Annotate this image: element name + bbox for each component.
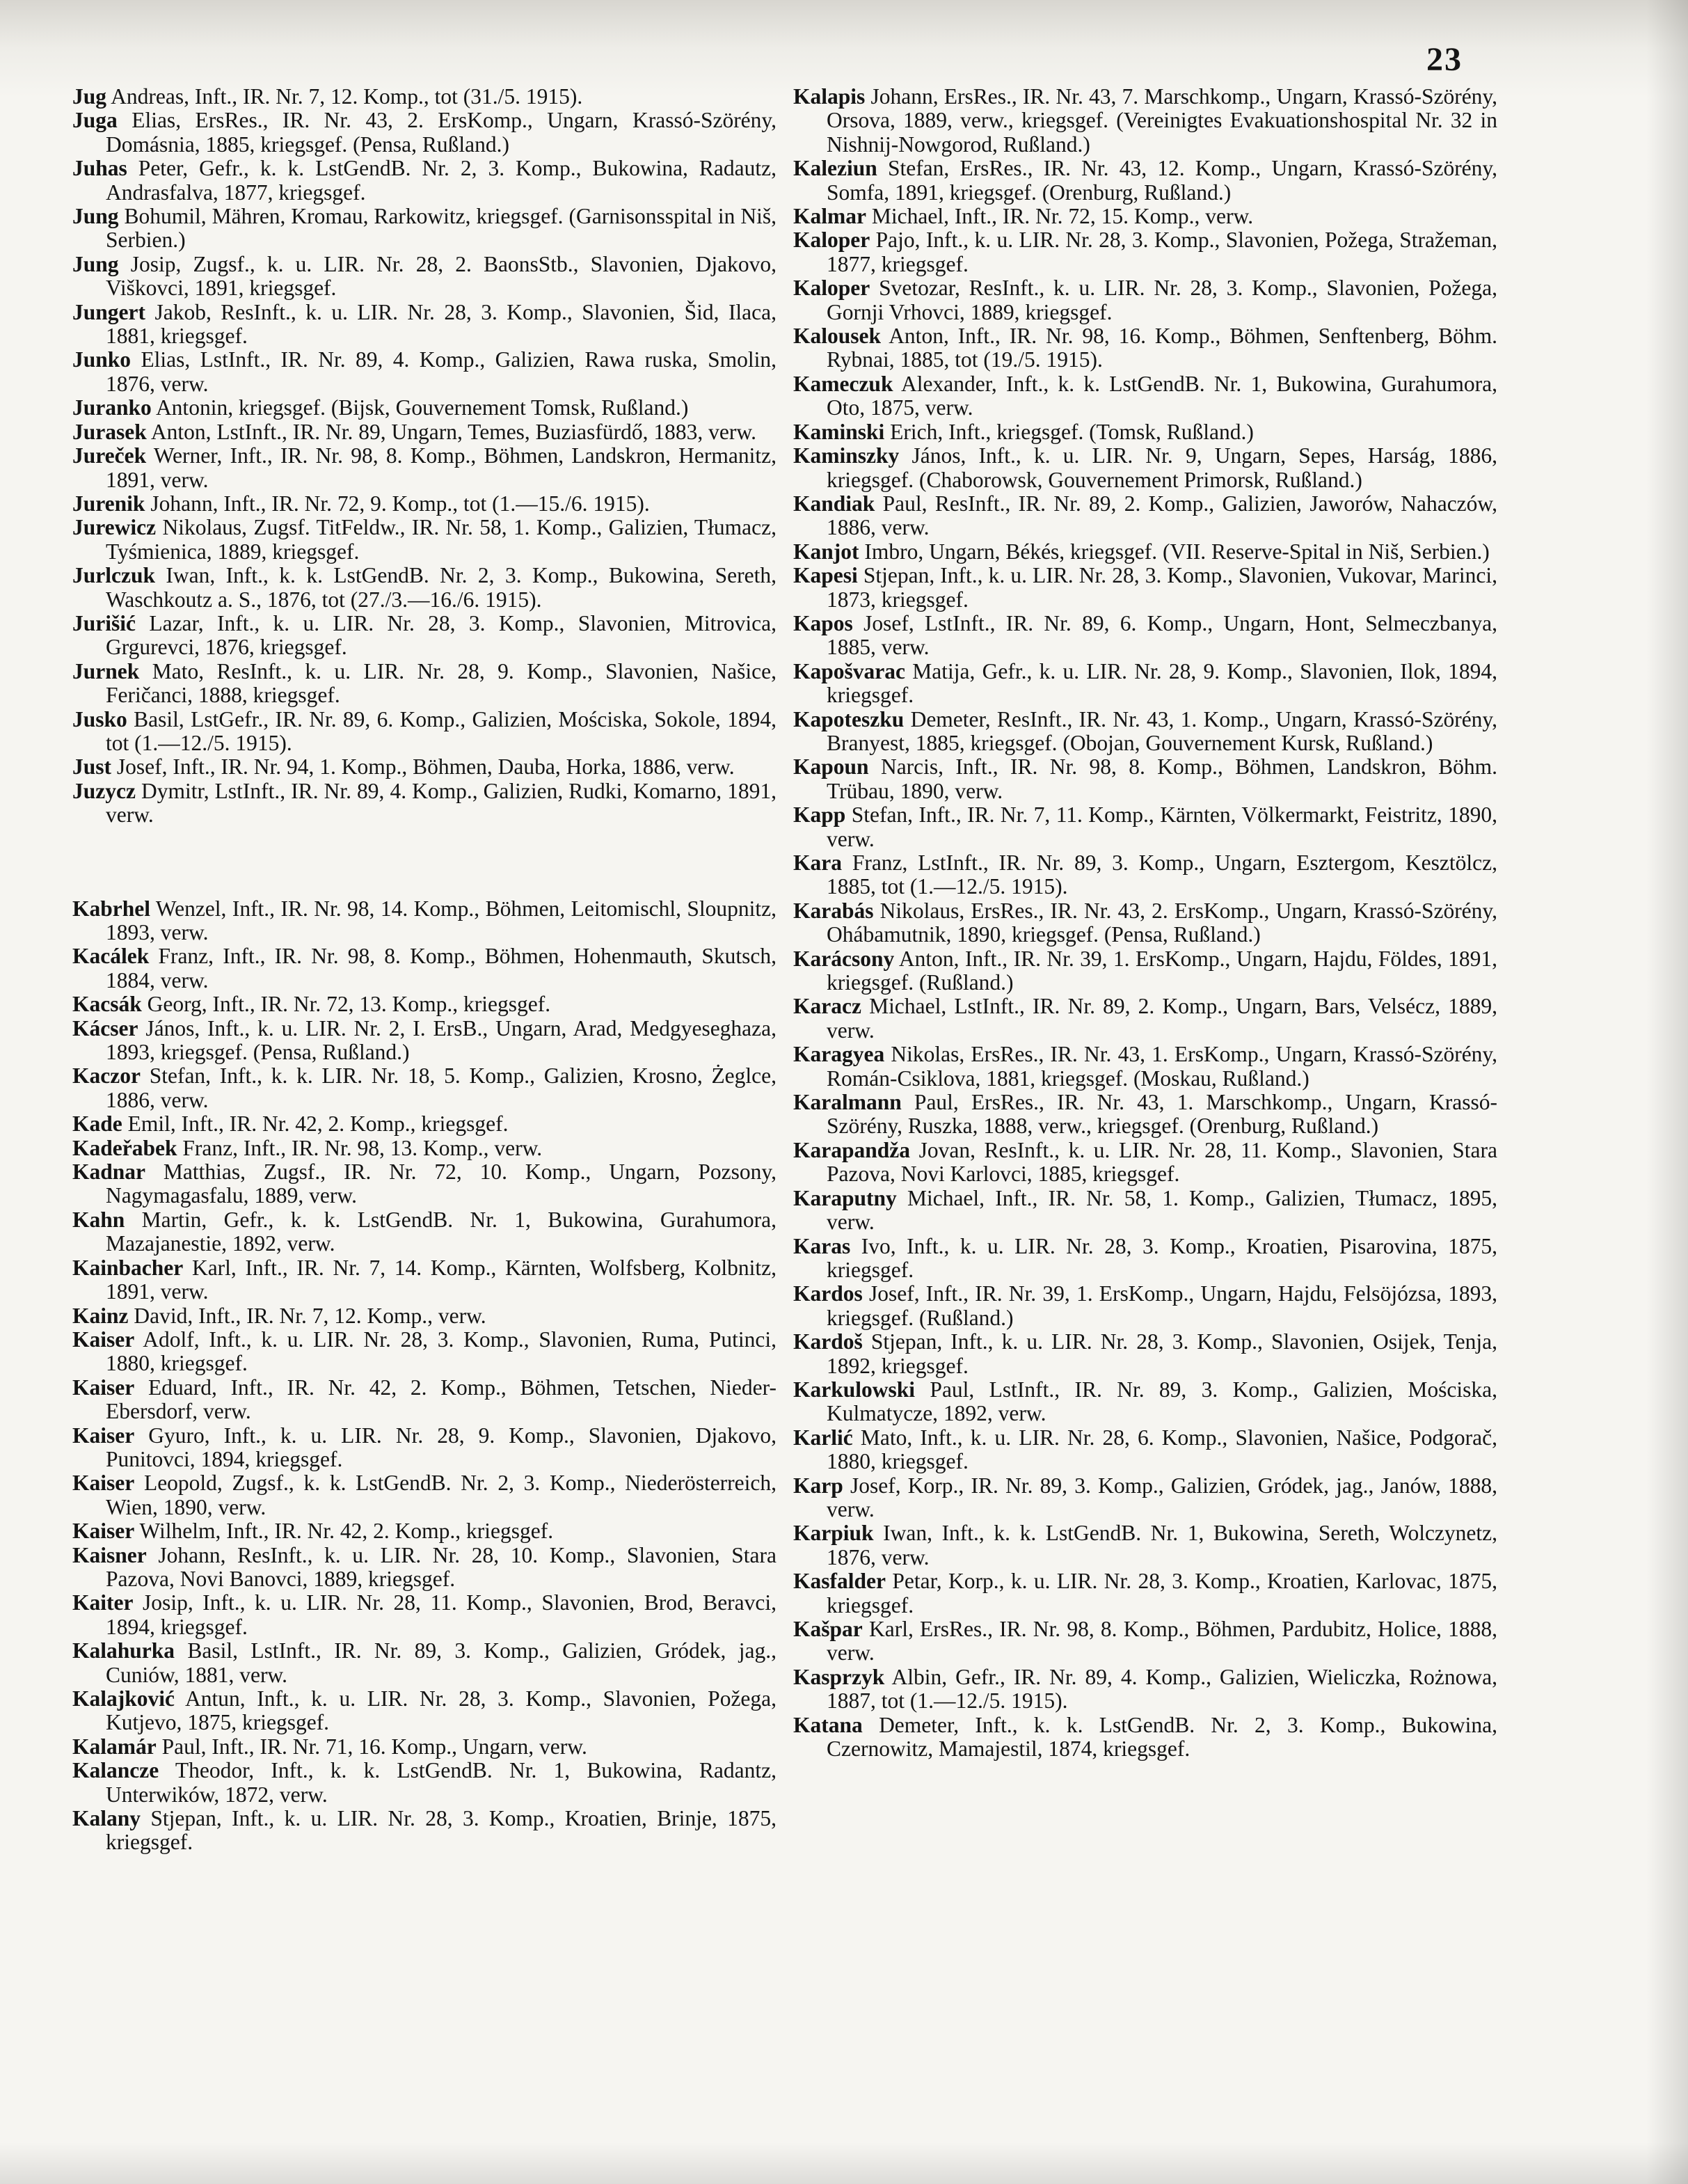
entry-surname: Kaiser xyxy=(72,1375,135,1400)
entry-surname: Kapesi xyxy=(793,563,858,588)
entry-surname: Kalamár xyxy=(72,1734,157,1759)
entry-surname: Jug xyxy=(72,84,107,109)
entry-surname: Kaiser xyxy=(72,1471,135,1496)
register-entry xyxy=(72,1687,777,1735)
entry-surname: Kalany xyxy=(72,1806,141,1831)
entry-details: Jakob, ResInft., k. u. LIR. Nr. 28, 3. Komp., Slavonien, Šid, Ilaca, 1881, kriegsgef. xyxy=(106,299,777,349)
entry-details: Elias, LstInft., IR. Nr. 89, 4. Komp., Galizien, Rawa ruska, Smolin, 1876, verw. xyxy=(106,347,777,396)
entry-details: Stjepan, Inft., k. u. LIR. Nr. 28, 3. Komp., Slavonien, Vukovar, Marinci, 1873, kriegsgef. xyxy=(827,563,1498,612)
entry-surname: Kandiak xyxy=(793,491,875,516)
entry-details: Josef, Inft., IR. Nr. 94, 1. Komp., Böhmen, Dauba, Horka, 1886, verw. xyxy=(116,754,735,780)
entry-surname: Jungert xyxy=(72,299,145,324)
entry-surname: Katana xyxy=(793,1712,863,1737)
register-entry xyxy=(72,897,777,945)
register-entry xyxy=(793,1714,1497,1762)
entry-details: Elias, ErsRes., IR. Nr. 43, 2. ErsKomp., Ungarn, Krassó-Szörény, Domásnia, 1885, kriegsgef. (Pensa, Rußland.) xyxy=(106,108,777,157)
register-entry xyxy=(72,944,777,992)
register-entry xyxy=(793,205,1497,228)
entry-surname: Kapoun xyxy=(793,754,869,780)
entry-details: Bohumil, Mähren, Kromau, Rarkowitz, kriegsgef. (Garnisonsspital in Niš, Serbien.) xyxy=(106,204,777,253)
entry-surname: Jurasek xyxy=(72,419,147,444)
entry-surname: Kacsák xyxy=(72,992,142,1017)
register-entry xyxy=(72,444,777,492)
section-gap xyxy=(72,828,777,897)
register-entry xyxy=(72,1208,777,1256)
entry-surname: Kaiter xyxy=(72,1590,134,1615)
entry-details: Mato, Inft., k. u. LIR. Nr. 28, 6. Komp., Slavonien, Našice, Podgorač, 1880, kriegsgef. xyxy=(827,1425,1497,1474)
entry-details: Paul, ResInft., IR. Nr. 89, 2. Komp., Galizien, Jaworów, Nahaczów, 1886, verw. xyxy=(827,491,1497,540)
register-entry xyxy=(793,540,1497,564)
left-column xyxy=(72,85,777,1855)
entry-details: János, Inft., k. u. LIR. Nr. 9, Ungarn, Sepes, Harság, 1886, kriegsgef. (Chaborowsk, Gouvernement Primorsk, Rußland.) xyxy=(827,443,1498,492)
register-entry xyxy=(793,899,1497,947)
entry-surname: Kácser xyxy=(72,1015,138,1040)
entry-details: Paul, ErsRes., IR. Nr. 43, 1. Marschkomp., Ungarn, Krassó-Szörény, Ruszka, 1888, verw., kriegsgef. (Orenburg, Rußland.) xyxy=(827,1090,1497,1139)
register-entry xyxy=(72,1160,777,1208)
entry-surname: Kaleziun xyxy=(793,156,877,181)
register-entry xyxy=(793,1330,1497,1378)
register-entry xyxy=(793,995,1497,1043)
register-entry xyxy=(793,851,1497,899)
entry-details: Lazar, Inft., k. u. LIR. Nr. 28, 3. Komp., Slavonien, Mitrovica, Grgurevci, 1876, kriegsgef. xyxy=(106,610,777,660)
entry-details: Antun, Inft., k. u. LIR. Nr. 28, 3. Komp., Slavonien, Požega, Kutjevo, 1875, kriegsgef. xyxy=(106,1686,777,1735)
entry-details: Andreas, Inft., IR. Nr. 7, 12. Komp., tot (31./5. 1915). xyxy=(111,84,583,109)
entry-details: Peter, Gefr., k. k. LstGendB. Nr. 2, 3. Komp., Bukowina, Radautz, Andrasfalva, 1877, kriegsgef. xyxy=(106,156,777,205)
register-entry xyxy=(72,492,777,516)
register-entry xyxy=(72,1639,777,1687)
entry-details: Leopold, Zugsf., k. k. LstGendB. Nr. 2, 3. Komp., Niederösterreich, Wien, 1890, verw. xyxy=(106,1471,777,1519)
entry-details: Nikolas, ErsRes., IR. Nr. 43, 1. ErsKomp., Ungarn, Krassó-Szörény, Román-Csiklova, 1881, kriegsgef. (Moskau, Rußland.) xyxy=(827,1042,1498,1091)
entry-details: Werner, Inft., IR. Nr. 98, 8. Komp., Böhmen, Landskron, Hermanitz, 1891, verw. xyxy=(106,443,777,492)
entry-details: Imbro, Ungarn, Békés, kriegsgef. (VII. Reserve-Spital in Niš, Serbien.) xyxy=(864,539,1490,564)
entry-surname: Juga xyxy=(72,108,118,133)
entry-details: Josip, Zugsf., k. u. LIR. Nr. 28, 2. BaonsStb., Slavonien, Djakovo, Viškovci, 1891, kriegsgef. xyxy=(106,251,777,301)
entry-details: Stefan, Inft., k. k. LIR. Nr. 18, 5. Komp., Galizien, Krosno, Żeglce, 1886, verw. xyxy=(106,1063,777,1112)
entry-details: Matthias, Zugsf., IR. Nr. 72, 10. Komp., Ungarn, Pozsony, Nagymagasfalu, 1889, verw. xyxy=(106,1160,777,1208)
register-entry xyxy=(72,708,777,756)
entry-surname: Kapošvarac xyxy=(793,658,905,683)
entry-details: Alexander, Inft., k. k. LstGendB. Nr. 1, Bukowina, Gurahumora, Oto, 1875, verw. xyxy=(827,371,1498,420)
entry-details: Josef, LstInft., IR. Nr. 89, 6. Komp., Ungarn, Hont, Selmeczbanya, 1885, verw. xyxy=(827,610,1498,660)
register-entry xyxy=(72,516,777,564)
entry-details: Mato, ResInft., k. u. LIR. Nr. 28, 9. Komp., Slavonien, Našice, Feričanci, 1888, kriegsgef. xyxy=(106,658,777,708)
entry-details: Ivo, Inft., k. u. LIR. Nr. 28, 3. Komp., Kroatien, Pisarovina, 1875, kriegsgef. xyxy=(827,1233,1498,1282)
register-entry xyxy=(72,420,777,444)
entry-details: Josip, Inft., k. u. LIR. Nr. 28, 11. Komp., Slavonien, Brod, Beravci, 1894, kriegsgef. xyxy=(106,1590,777,1639)
entry-surname: Jusko xyxy=(72,706,127,731)
register-entry xyxy=(72,1112,777,1136)
register-entry xyxy=(72,205,777,253)
entry-details: Franz, Inft., IR. Nr. 98, 8. Komp., Böhmen, Hohenmauth, Skutsch, 1884, verw. xyxy=(106,944,777,992)
register-entry xyxy=(72,109,777,157)
register-entry xyxy=(72,1544,777,1592)
register-entry xyxy=(72,612,777,660)
entry-surname: Juhas xyxy=(72,156,127,181)
register-entry xyxy=(72,1735,777,1759)
register-entry xyxy=(72,564,777,612)
register-entry xyxy=(793,1665,1497,1714)
entry-surname: Jung xyxy=(72,204,119,229)
register-entry xyxy=(793,1426,1497,1474)
entry-surname: Kalapis xyxy=(793,84,866,109)
register-entry xyxy=(72,1591,777,1639)
entry-details: Anton, Inft., IR. Nr. 39, 1. ErsKomp., Ungarn, Hajdu, Földes, 1891, kriegsgef. (Rußland.) xyxy=(827,946,1497,995)
register-entry xyxy=(793,1187,1497,1235)
entry-surname: Kainz xyxy=(72,1303,129,1328)
entry-surname: Karpiuk xyxy=(793,1521,874,1546)
register-entry xyxy=(793,1569,1497,1617)
entry-surname: Kainbacher xyxy=(72,1255,184,1280)
entry-details: Svetozar, ResInft., k. u. LIR. Nr. 28, 3. Komp., Slavonien, Požega, Gornji Vrhovci, 1889, kriegsgef. xyxy=(827,276,1497,324)
register-entry xyxy=(793,947,1497,995)
register-entry xyxy=(793,157,1497,205)
entry-surname: Karas xyxy=(793,1233,851,1258)
entry-surname: Karalmann xyxy=(793,1090,902,1115)
entry-details: Petar, Korp., k. u. LIR. Nr. 28, 3. Komp., Kroatien, Karlovac, 1875, kriegsgef. xyxy=(827,1569,1498,1617)
register-entry xyxy=(72,1519,777,1543)
entry-details: David, Inft., IR. Nr. 7, 12. Komp., verw. xyxy=(134,1303,486,1328)
entry-surname: Kašpar xyxy=(793,1617,863,1641)
entry-surname: Kardoš xyxy=(793,1329,863,1354)
page-number: 23 xyxy=(1426,41,1463,78)
entry-details: Michael, Inft., IR. Nr. 72, 15. Komp., verw. xyxy=(871,204,1254,229)
entry-details: Albin, Gefr., IR. Nr. 89, 4. Komp., Galizien, Wieliczka, Rożnowa, 1887, tot (1.—12./5. 1915). xyxy=(827,1664,1497,1714)
entry-details: Jovan, ResInft., k. u. LIR. Nr. 28, 11. Komp., Slavonien, Stara Pazova, Novi Karlovci, 1885, kriegsgef. xyxy=(827,1137,1497,1187)
entry-surname: Kadeřabek xyxy=(72,1135,177,1160)
entry-details: Karl, Inft., IR. Nr. 7, 14. Komp., Kärnten, Wolfsberg, Kolbnitz, 1891, verw. xyxy=(106,1255,777,1304)
entry-surname: Jurenik xyxy=(72,491,145,516)
entry-details: Nikolaus, Zugsf. TitFeldw., IR. Nr. 58, 1. Komp., Galizien, Tłumacz, Tyśmienica, 1889, kriegsgef. xyxy=(106,515,777,564)
entry-details: Stjepan, Inft., k. u. LIR. Nr. 28, 3. Komp., Slavonien, Osijek, Tenja, 1892, kriegsgef. xyxy=(827,1329,1497,1378)
register-entry xyxy=(793,1043,1497,1091)
entry-surname: Jurnek xyxy=(72,658,140,683)
entry-details: Johann, ResInft., k. u. LIR. Nr. 28, 10. Komp., Slavonien, Stara Pazova, Novi Banovci, 1889, kriegsgef. xyxy=(106,1542,777,1591)
entry-details: Paul, LstInft., IR. Nr. 89, 3. Komp., Galizien, Mościska, Kulmatycze, 1892, verw. xyxy=(827,1377,1498,1426)
register-entry xyxy=(793,492,1497,540)
register-entry xyxy=(793,612,1497,660)
entry-surname: Karaputny xyxy=(793,1185,897,1210)
right-column xyxy=(793,85,1497,1761)
entry-details: Dymitr, LstInft., IR. Nr. 89, 4. Komp., Galizien, Rudki, Komarno, 1891, verw. xyxy=(106,778,777,828)
register-entry xyxy=(793,276,1497,324)
register-entry xyxy=(793,755,1497,803)
entry-surname: Karlić xyxy=(793,1425,853,1450)
register-entry xyxy=(72,1137,777,1160)
register-entry xyxy=(793,1139,1497,1187)
entry-details: Martin, Gefr., k. k. LstGendB. Nr. 1, Bukowina, Gurahumora, Mazajanestie, 1892, verw. xyxy=(106,1207,777,1256)
register-entry xyxy=(793,228,1497,276)
register-entry xyxy=(72,301,777,349)
entry-surname: Jurišić xyxy=(72,610,136,635)
register-entry xyxy=(72,1256,777,1304)
register-entry xyxy=(793,324,1497,372)
register-entry xyxy=(72,1017,777,1065)
entry-details: Demeter, ResInft., IR. Nr. 43, 1. Komp., Ungarn, Krassó-Szörény, Branyest, 1885, kriegsgef. (Obojan, Gouvernement Kursk, Rußland.) xyxy=(827,706,1498,755)
entry-surname: Kadnar xyxy=(72,1160,146,1185)
register-entry xyxy=(793,708,1497,756)
entry-surname: Kapoteszku xyxy=(793,706,905,731)
entry-details: Stefan, ErsRes., IR. Nr. 43, 12. Komp., Ungarn, Krassó-Szörény, Somfa, 1891, kriegsgef. (Orenburg, Rußland.) xyxy=(827,156,1497,205)
entry-details: Erich, Inft., kriegsgef. (Tomsk, Rußland.) xyxy=(890,419,1254,444)
register-entry xyxy=(793,1521,1497,1569)
entry-surname: Jung xyxy=(72,251,119,276)
entry-surname: Karabás xyxy=(793,898,874,923)
entry-details: Theodor, Inft., k. k. LstGendB. Nr. 1, Bukowina, Radantz, Unterwików, 1872, verw. xyxy=(106,1758,777,1807)
register-entry xyxy=(793,564,1497,612)
entry-details: Demeter, Inft., k. k. LstGendB. Nr. 2, 3. Komp., Bukowina, Czernowitz, Mamajestil, 1874, kriegsgef. xyxy=(827,1712,1498,1762)
register-entry xyxy=(72,1807,777,1855)
entry-details: Karl, ErsRes., IR. Nr. 98, 8. Komp., Böhmen, Pardubitz, Holice, 1888, verw. xyxy=(827,1617,1497,1665)
entry-surname: Kaloper xyxy=(793,228,870,253)
entry-details: Stjepan, Inft., k. u. LIR. Nr. 28, 3. Komp., Kroatien, Brinje, 1875, kriegsgef. xyxy=(106,1806,777,1855)
entry-surname: Kalajković xyxy=(72,1686,175,1711)
entry-surname: Kaminski xyxy=(793,419,885,444)
register-entry xyxy=(793,660,1497,708)
entry-details: Narcis, Inft., IR. Nr. 98, 8. Komp., Böhmen, Landskron, Böhm. Trübau, 1890, verw. xyxy=(827,754,1498,803)
register-entry xyxy=(793,1091,1497,1139)
entry-surname: Karkulowski xyxy=(793,1377,916,1402)
entry-details: Gyuro, Inft., k. u. LIR. Nr. 28, 9. Komp., Slavonien, Djakovo, Punitovci, 1894, kriegsgef. xyxy=(106,1423,777,1471)
entry-surname: Kaczor xyxy=(72,1063,141,1089)
entry-surname: Karacz xyxy=(793,994,861,1019)
entry-surname: Karp xyxy=(793,1473,843,1498)
register-entry xyxy=(72,253,777,301)
register-entry xyxy=(793,420,1497,444)
register-entry xyxy=(72,157,777,205)
entry-surname: Karagyea xyxy=(793,1042,885,1067)
entry-details: Eduard, Inft., IR. Nr. 42, 2. Komp., Böhmen, Tetschen, Nieder-Ebersdorf, verw. xyxy=(106,1375,777,1424)
register-entry xyxy=(72,396,777,420)
register-entry xyxy=(72,992,777,1016)
entry-surname: Kacálek xyxy=(72,944,150,969)
entry-details: Michael, LstInft., IR. Nr. 89, 2. Komp., Ungarn, Bars, Velsécz, 1889, verw. xyxy=(827,994,1497,1043)
entry-details: Georg, Inft., IR. Nr. 72, 13. Komp., kriegsgef. xyxy=(147,992,551,1017)
entry-surname: Kade xyxy=(72,1111,122,1137)
page-edge-shadow xyxy=(1646,0,1688,2184)
register-entry xyxy=(72,348,777,396)
entry-details: Basil, LstGefr., IR. Nr. 89, 6. Komp., Galizien, Mościska, Sokole, 1894, tot (1.—12./5. 1915). xyxy=(106,706,777,755)
entry-surname: Kardos xyxy=(793,1281,863,1306)
entry-details: Iwan, Inft., k. k. LstGendB. Nr. 1, Bukowina, Sereth, Wolczynetz, 1876, verw. xyxy=(827,1521,1497,1569)
entry-details: János, Inft., k. u. LIR. Nr. 2, I. ErsB., Ungarn, Arad, Medgyeseghаza, 1893, kriegsgef. (Pensa, Rußland.) xyxy=(106,1015,777,1065)
entry-details: Franz, LstInft., IR. Nr. 89, 3. Komp., Ungarn, Esztergom, Kesztölcz, 1885, tot (1.—12./5. 1915). xyxy=(827,850,1497,899)
register-entry xyxy=(72,660,777,708)
entry-surname: Kanjot xyxy=(793,539,859,564)
entry-surname: Kaminszky xyxy=(793,443,900,468)
entry-surname: Kaisner xyxy=(72,1542,147,1567)
entry-details: Josef, Inft., IR. Nr. 39, 1. ErsKomp., Ungarn, Hajdu, Felsöjózsa, 1893, kriegsgef. (Rußland.) xyxy=(827,1281,1497,1330)
entry-surname: Just xyxy=(72,754,112,780)
entry-surname: Karácsony xyxy=(793,946,895,971)
register-entry xyxy=(793,1282,1497,1330)
register-entry xyxy=(72,755,777,779)
entry-details: Johann, ErsRes., IR. Nr. 43, 7. Marschkomp., Ungarn, Krassó-Szörény, Orsova, 1889, verw., kriegsgef. (Vereinigtes Evakuationshospital Nr. 32 in Nishnij-Nowgorod, Rußland.) xyxy=(827,84,1497,157)
entry-details: Iwan, Inft., k. k. LstGendB. Nr. 2, 3. Komp., Bukowina, Sereth, Waschkoutz a. S., 1876, tot (27./3.—16./6. 1915). xyxy=(106,563,777,612)
register-entry xyxy=(72,85,777,109)
entry-details: Anton, Inft., IR. Nr. 98, 16. Komp., Böhmen, Senftenberg, Böhm. Rybnai, 1885, tot (19./5. 1915). xyxy=(827,324,1497,372)
register-entry xyxy=(793,444,1497,492)
register-entry xyxy=(793,1617,1497,1665)
entry-details: Wenzel, Inft., IR. Nr. 98, 14. Komp., Böhmen, Leitomischl, Sloupnitz, 1893, verw. xyxy=(106,896,777,944)
entry-surname: Jureček xyxy=(72,443,147,468)
register-entry xyxy=(72,1064,777,1112)
register-entry xyxy=(72,1304,777,1328)
entry-surname: Junko xyxy=(72,347,132,372)
entry-surname: Kapp xyxy=(793,802,846,828)
entry-surname: Jurlczuk xyxy=(72,563,156,588)
entry-surname: Kasprzyk xyxy=(793,1664,885,1689)
entry-surname: Kaiser xyxy=(72,1519,135,1544)
entry-details: Antonin, kriegsgef. (Bijsk, Gouvernement Tomsk, Rußland.) xyxy=(155,395,689,420)
entry-details: Matija, Gefr., k. u. LIR. Nr. 28, 9. Komp., Slavonien, Ilok, 1894, kriegsgef. xyxy=(827,658,1498,708)
entry-surname: Kara xyxy=(793,850,842,875)
entry-surname: Kameczuk xyxy=(793,371,893,396)
entry-details: Pajo, Inft., k. u. LIR. Nr. 28, 3. Komp., Slavonien, Požega, Stražeman, 1877, kriegsgef. xyxy=(827,228,1498,276)
entry-details: Stefan, Inft., IR. Nr. 7, 11. Komp., Kärnten, Völkermarkt, Feistritz, 1890, verw. xyxy=(827,802,1497,851)
entry-surname: Karapandža xyxy=(793,1137,911,1162)
register-entry xyxy=(72,1424,777,1472)
entry-details: Adolf, Inft., k. u. LIR. Nr. 28, 3. Komp., Slavonien, Ruma, Putinci, 1880, kriegsgef. xyxy=(106,1327,777,1376)
entry-details: Franz, Inft., IR. Nr. 98, 13. Komp., verw. xyxy=(182,1135,543,1160)
register-entry xyxy=(793,1474,1497,1522)
register-entry xyxy=(72,780,777,828)
entry-details: Josef, Korp., IR. Nr. 89, 3. Komp., Galizien, Gródek, jag., Janów, 1888, verw. xyxy=(827,1473,1497,1521)
entry-details: Nikolaus, ErsRes., IR. Nr. 43, 2. ErsKomp., Ungarn, Krassó-Szörény, Ohábamutnik, 1890, kriegsgef. (Pensa, Rußland.) xyxy=(827,898,1497,947)
entry-details: Basil, LstInft., IR. Nr. 89, 3. Komp., Galizien, Gródek, jag., Cuniów, 1881, verw. xyxy=(106,1638,777,1687)
entry-surname: Kabrhel xyxy=(72,896,151,921)
register-entry xyxy=(72,1376,777,1424)
entry-details: Johann, Inft., IR. Nr. 72, 9. Komp., tot (1.—15./6. 1915). xyxy=(150,491,650,516)
register-entry xyxy=(793,803,1497,851)
entry-details: Emil, Inft., IR. Nr. 42, 2. Komp., kriegsgef. xyxy=(127,1111,509,1137)
entry-details: Paul, Inft., IR. Nr. 71, 16. Komp., Ungarn, verw. xyxy=(161,1734,587,1759)
register-entry xyxy=(793,1235,1497,1283)
register-entry xyxy=(72,1328,777,1376)
entry-surname: Juranko xyxy=(72,395,152,420)
entry-surname: Kaloper xyxy=(793,276,870,301)
entry-surname: Kalmar xyxy=(793,204,866,229)
register-entry xyxy=(72,1759,777,1807)
register-entry xyxy=(793,1378,1497,1426)
register-entry xyxy=(72,1471,777,1519)
entry-surname: Kasfalder xyxy=(793,1569,886,1594)
entry-surname: Juzycz xyxy=(72,778,136,803)
page-bottom-shadow xyxy=(0,2142,1688,2184)
register-entry xyxy=(793,85,1497,157)
entry-surname: Kaiser xyxy=(72,1327,135,1352)
entry-surname: Kalancze xyxy=(72,1758,159,1783)
entry-surname: Kaiser xyxy=(72,1423,135,1448)
entry-surname: Kahn xyxy=(72,1207,125,1232)
entry-surname: Kalahurka xyxy=(72,1638,175,1663)
entry-surname: Kapos xyxy=(793,610,853,635)
entry-details: Anton, LstInft., IR. Nr. 89, Ungarn, Temes, Buziasfürdő, 1883, verw. xyxy=(150,419,756,444)
entry-details: Wilhelm, Inft., IR. Nr. 42, 2. Komp., kriegsgef. xyxy=(139,1519,554,1544)
entry-details: Michael, Inft., IR. Nr. 58, 1. Komp., Galizien, Tłumacz, 1895, verw. xyxy=(827,1185,1497,1235)
register-entry xyxy=(793,372,1497,420)
entry-surname: Kalousek xyxy=(793,324,882,349)
entry-surname: Jurewicz xyxy=(72,515,157,540)
